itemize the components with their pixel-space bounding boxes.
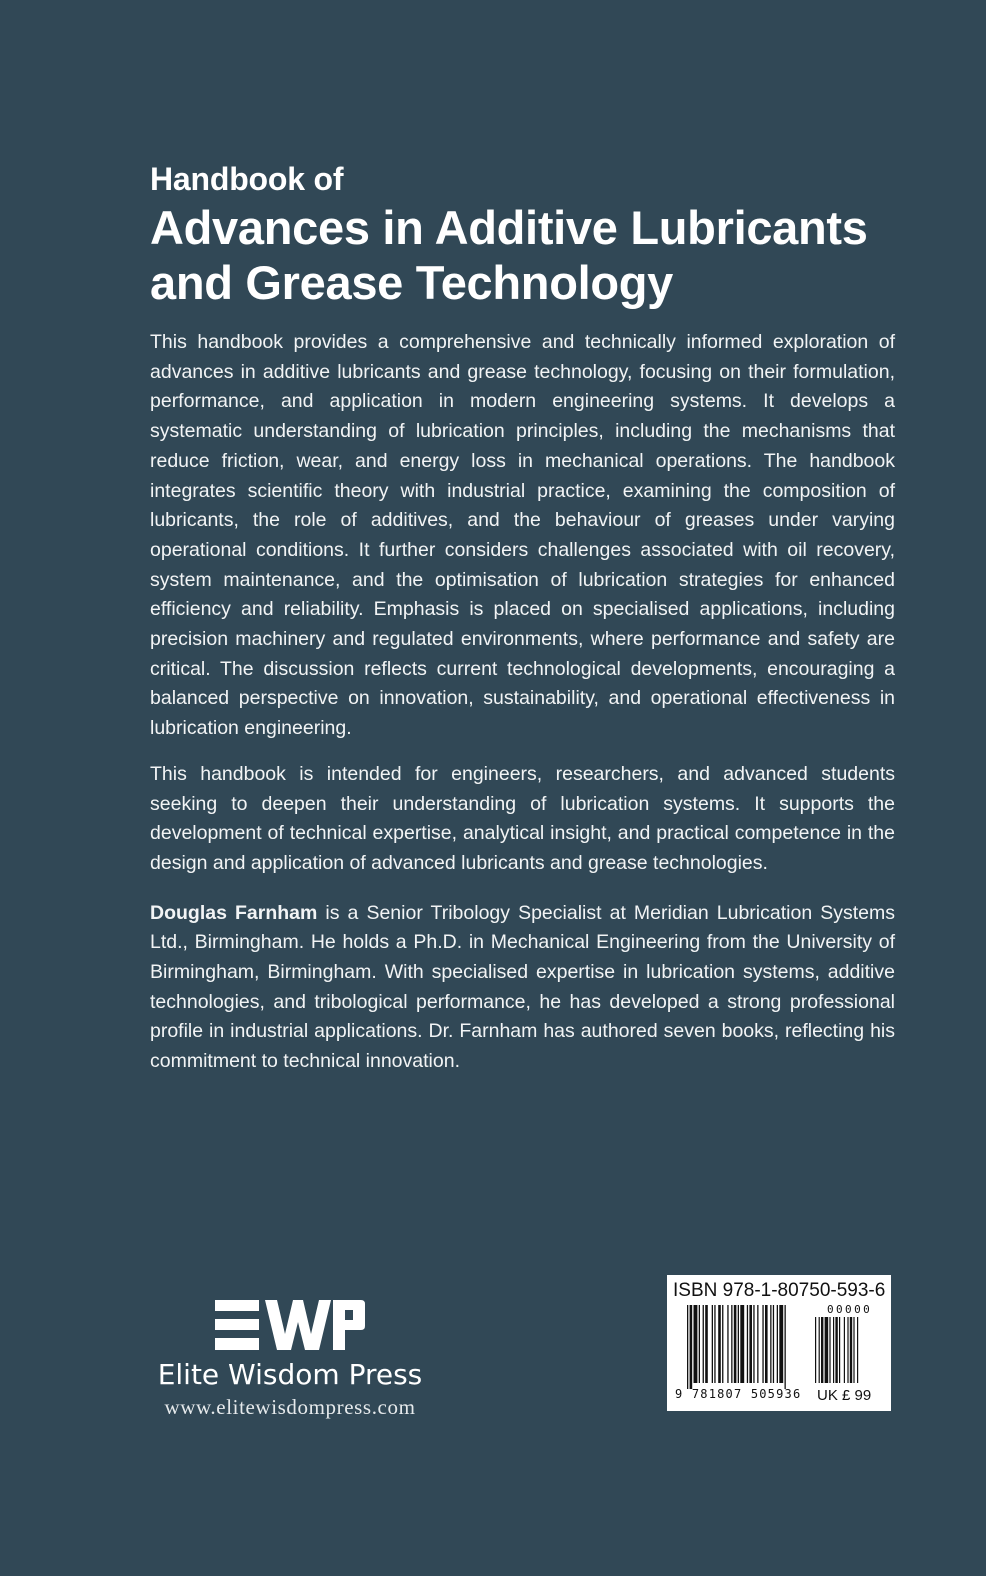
- barcode-bar: [694, 1305, 698, 1383]
- barcode-bar: [738, 1305, 739, 1383]
- barcode-bar: [714, 1305, 715, 1383]
- description-paragraph: This handbook provides a comprehensive and technically informed exploration of advances in additive lubricants and grease technology, focusing on their formulation, performance, and application in modern engineering systems. It develops a systematic understanding of lubrication principles, including the mechanisms that reduce friction, wear, and energy loss in mechanical operations. The handbook integrates scientific theory with industrial practice, examining the composition of lubricants, the role of additives, and the behaviour of greases under varying operational conditions. It further considers challenges associated with oil recovery, system maintenance, and the optimisation of lubrication strategies for enhanced efficiency and reliability. Emphasis is placed on specialised applications, including precision machinery and regulated environments, where performance and safety are critical. The discussion reflects current technological developments, encouraging a balanced perspective on innovation, sustainability, and operational effectiveness in lubrication engineering.: [150, 331, 895, 740]
- book-title: [150, 200, 895, 310]
- barcode-bar: [785, 1305, 786, 1389]
- barcode-bar: [753, 1305, 754, 1383]
- barcode-bar: [777, 1305, 778, 1383]
- barcode-addon-bar: [819, 1317, 820, 1383]
- barcode-bar: [699, 1305, 700, 1383]
- publisher-url: www.elitewisdompress.com: [164, 1395, 416, 1419]
- barcode-bar: [687, 1305, 688, 1389]
- book-title-line1: Advances in Additive Lubricants: [150, 201, 868, 254]
- isbn-barcode: [667, 1275, 891, 1411]
- barcode-addon-bar: [835, 1317, 837, 1383]
- barcode-addon-bar: [825, 1317, 829, 1383]
- publisher-name: Elite Wisdom Press: [157, 1358, 423, 1391]
- barcode-bar: [757, 1305, 758, 1383]
- book-title-line2: and Grease Technology: [150, 256, 674, 309]
- barcode-addon-bar: [844, 1317, 845, 1383]
- barcode-addon-bar: [829, 1317, 830, 1383]
- author-paragraph: [150, 899, 895, 1077]
- barcode-addon-bar: [815, 1317, 816, 1383]
- barcode-addon-bar: [821, 1317, 823, 1383]
- barcode-bar: [747, 1305, 748, 1383]
- barcode-bar: [722, 1305, 723, 1383]
- audience-paragraph: This handbook is intended for engineers, researchers, and advanced students seeking to deepen their understanding of lubrication systems. It supports the development of technical expertise, analytical insight, and practical competence in the design and application of advanced lubricants and grease technologies.: [150, 762, 895, 874]
- author-name: Douglas Farnham: [150, 901, 318, 924]
- publisher-block: [150, 1300, 430, 1420]
- barcode-bar: [773, 1305, 774, 1383]
- title-prefix: Handbook of: [150, 161, 344, 197]
- barcode-bar: [712, 1305, 713, 1383]
- barcode-digits: 9 781807 505936: [675, 1387, 802, 1401]
- barcode-addon-digits: 00000: [827, 1303, 873, 1316]
- barcode-addon-bar: [833, 1317, 834, 1383]
- publisher-logo: [215, 1300, 365, 1350]
- isbn-number: ISBN 978-1-80750-593-6: [673, 1280, 886, 1301]
- barcode-bar: [731, 1305, 732, 1383]
- barcode-bar: [705, 1305, 708, 1383]
- barcode-bar: [718, 1305, 721, 1383]
- barcode-bar: [734, 1305, 737, 1383]
- barcode-bar: [727, 1305, 728, 1383]
- barcode-addon-bar: [847, 1317, 848, 1383]
- barcode-bar: [703, 1305, 704, 1383]
- barcode-addon-bar: [853, 1317, 854, 1383]
- barcode-addon-bar: [857, 1317, 858, 1383]
- barcode-bar: [765, 1305, 768, 1383]
- barcode-bar: [779, 1305, 783, 1383]
- barcode-addon-bar: [839, 1317, 840, 1383]
- barcode-bar: [762, 1305, 763, 1383]
- barcode-bar: [690, 1305, 693, 1389]
- back-cover-content: [150, 160, 895, 1077]
- barcode-addon-bar: [850, 1317, 852, 1383]
- barcode-bar: [749, 1305, 752, 1383]
- barcode-bar: [740, 1305, 744, 1383]
- price-label: UK £ 99: [817, 1387, 872, 1404]
- author-bio: is a Senior Tribology Specialist at Meridian Lubrication Systems Ltd., Birmingham. He holds a Ph.D. in Mechanical Engineering from the University of Birmingham, Birmingham. With specialised expertise in lubrication systems, additive technologies, and tribological performance, he has developed a strong professional profile in industrial applications. Dr. Farnham has authored seven books, reflecting his commitment to technical innovation.: [150, 901, 895, 1073]
- barcode-bar: [770, 1305, 771, 1383]
